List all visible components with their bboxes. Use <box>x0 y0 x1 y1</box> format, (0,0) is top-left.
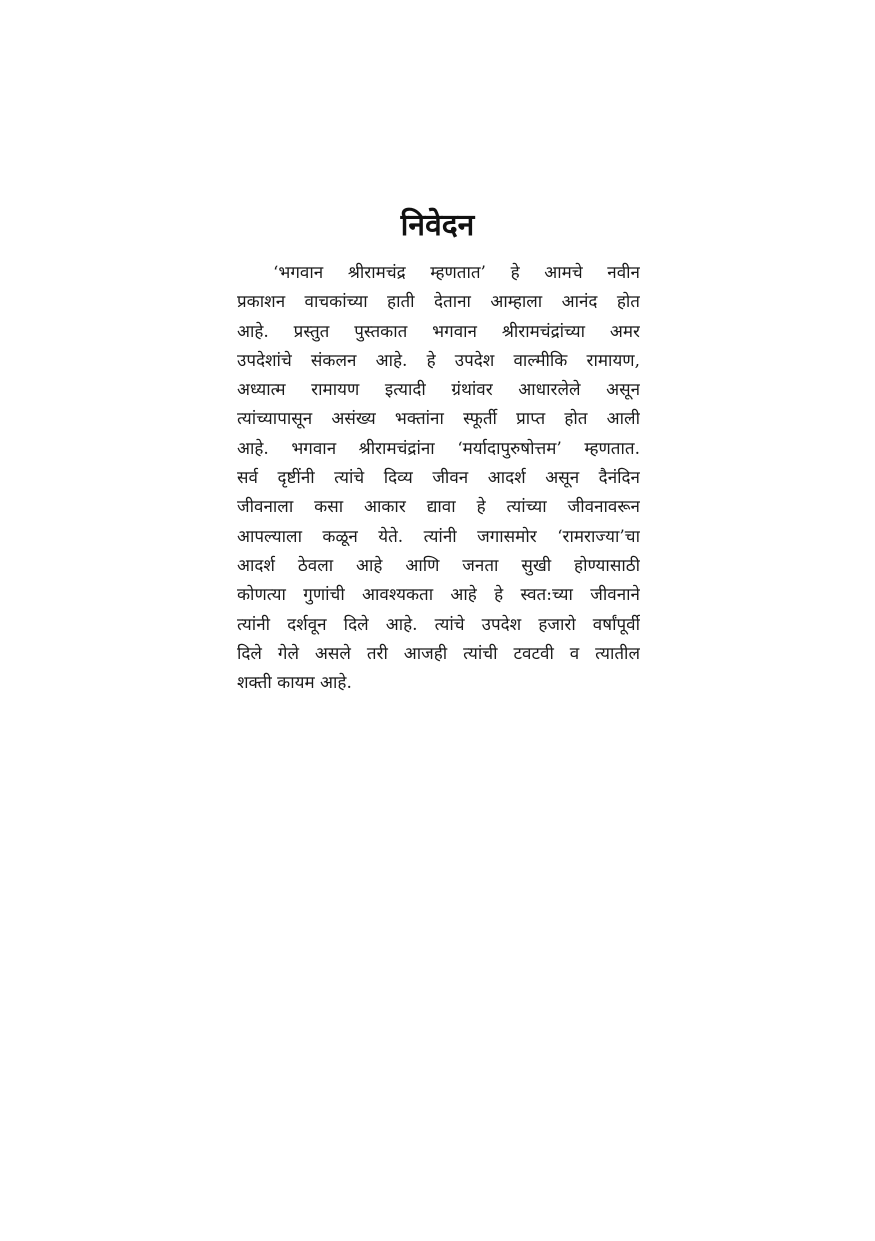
paragraph-line: आपल्याला कळून येते. त्यांनी जगासमोर ‘रामराज्या’चा <box>237 526 640 547</box>
paragraph-line: कोणत्या गुणांची आवश्यकता आहे हे स्वत:च्या जीवनाने <box>237 585 640 606</box>
paragraph-line: सर्व दृष्टींनी त्यांचे दिव्य जीवन आदर्श असून दैनंदिन <box>237 468 640 489</box>
paragraph-line: आदर्श ठेवला आहे आणि जनता सुखी होण्यासाठी <box>237 555 640 576</box>
paragraph-line: त्यांनी दर्शवून दिले आहे. त्यांचे उपदेश हजारो वर्षांपूर्वी <box>237 614 640 635</box>
body-paragraph <box>237 259 640 698</box>
paragraph-line: दिले गेले असले तरी आजही त्यांची टवटवी व त्यातील <box>237 643 640 664</box>
paragraph-line: आहे. प्रस्तुत पुस्तकात भगवान श्रीरामचंद्रांच्या अमर <box>237 321 640 342</box>
paragraph-line: ‘भगवान श्रीरामचंद्र म्हणतात’ हे आमचे नवीन <box>273 263 640 283</box>
paragraph-line: उपदेशांचे संकलन आहे. हे उपदेश वाल्मीकि रामायण, <box>237 350 640 371</box>
paragraph-line: अध्यात्म रामायण इत्यादी ग्रंथांवर आधारलेले असून <box>237 380 640 401</box>
paragraph-line: आहे. भगवान श्रीरामचंद्रांना ‘मर्यादापुरुषोत्तम’ म्हणतात. <box>237 438 640 459</box>
paragraph-line: प्रकाशन वाचकांच्या हाती देताना आम्हाला आनंद होत <box>237 292 640 313</box>
paragraph-line: जीवनाला कसा आकार द्यावा हे त्यांच्या जीवनावरून <box>237 497 640 518</box>
page-title: निवेदन <box>400 208 475 243</box>
paragraph-line: त्यांच्यापासून असंख्य भक्तांना स्फूर्ती प्राप्त होत आली <box>237 409 640 430</box>
paragraph-line: शक्ती कायम आहे. <box>237 673 352 694</box>
